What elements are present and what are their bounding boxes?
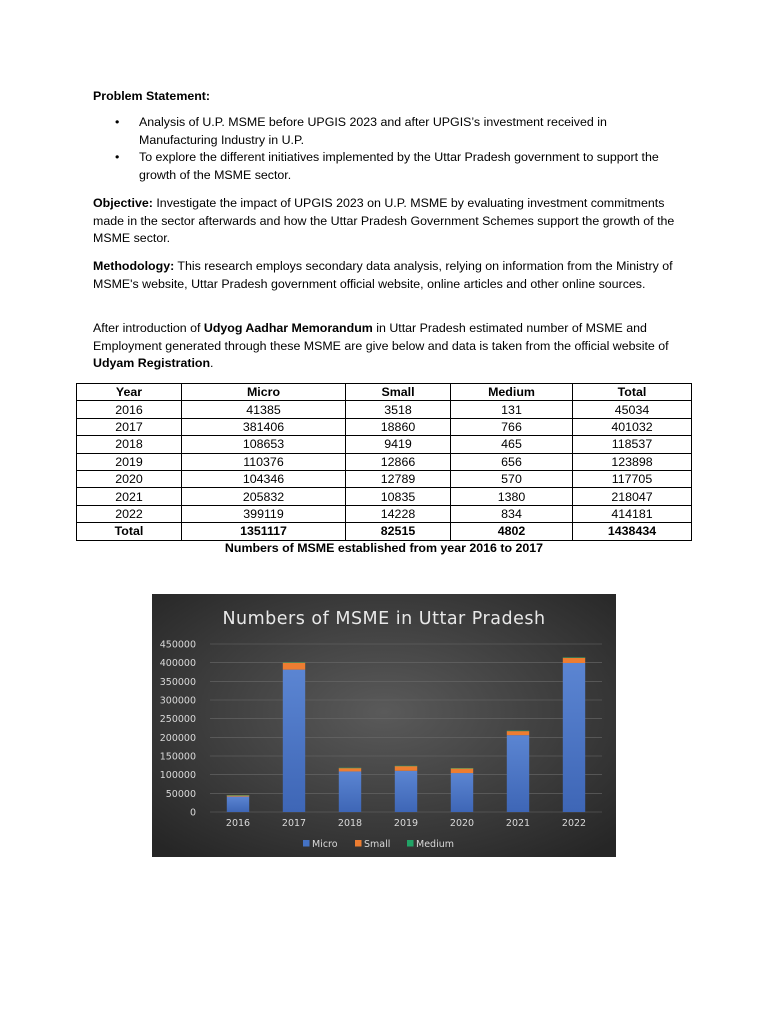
- table-cell: 3518: [346, 401, 451, 418]
- table-cell: Total: [77, 523, 182, 540]
- bullet-icon: •: [115, 150, 120, 165]
- bar-micro: [227, 797, 249, 812]
- msme-chart: [152, 594, 616, 857]
- table-cell: 656: [451, 453, 573, 470]
- bullet-item: [93, 149, 683, 184]
- msme-table: [76, 383, 692, 541]
- bar-medium: [339, 768, 361, 769]
- y-tick-label: 50000: [165, 788, 196, 800]
- intro-text: in Uttar Pradesh estimated number of MSME and Employment generated through these MSME are give below and data is taken from the official website of: [93, 321, 669, 353]
- table-cell: 4802: [451, 523, 573, 540]
- table-cell: 131: [451, 401, 573, 418]
- chart-background: [152, 594, 616, 857]
- table-header-cell: Medium: [451, 384, 573, 401]
- legend-label-medium: Medium: [416, 839, 454, 850]
- bar-medium: [563, 657, 585, 658]
- table-cell: 2020: [77, 470, 182, 487]
- bar-small: [507, 731, 529, 735]
- x-tick-label: 2019: [393, 818, 419, 829]
- x-tick-label: 2016: [225, 818, 251, 829]
- legend-label-micro: Micro: [312, 839, 338, 850]
- y-tick-label: 250000: [159, 714, 196, 726]
- table-cell: 9419: [346, 436, 451, 453]
- table-cell: 218047: [573, 488, 692, 505]
- bullet-text: Analysis of U.P. MSME before UPGIS 2023 and after UPGIS’s investment received in Manufacturing Industry in U.P.: [139, 115, 607, 147]
- table-cell: 2016: [77, 401, 182, 418]
- table-cell: 14228: [346, 505, 451, 522]
- table-cell: 10835: [346, 488, 451, 505]
- x-tick-label: 2018: [337, 818, 363, 829]
- x-tick-label: 2020: [449, 818, 475, 829]
- legend-swatch-small: [355, 840, 362, 847]
- y-tick-label: 200000: [159, 732, 196, 744]
- table-cell: 123898: [573, 453, 692, 470]
- table-header-cell: Total: [573, 384, 692, 401]
- bar-medium: [283, 662, 305, 663]
- table-cell: 1438434: [573, 523, 692, 540]
- table-header-row: [77, 384, 692, 401]
- bar-micro: [451, 773, 473, 812]
- table-row: [77, 470, 692, 487]
- table-cell: 82515: [346, 523, 451, 540]
- table-cell: 2021: [77, 488, 182, 505]
- table-cell: 110376: [182, 453, 346, 470]
- table-header-cell: Micro: [182, 384, 346, 401]
- legend-swatch-micro: [303, 840, 310, 847]
- table-cell: 401032: [573, 418, 692, 435]
- bar-medium: [507, 731, 529, 732]
- legend-label-small: Small: [364, 839, 391, 850]
- table-row: [77, 488, 692, 505]
- bar-micro: [283, 670, 305, 812]
- bar-micro: [339, 771, 361, 812]
- chart-title: Numbers of MSME in Uttar Pradesh: [222, 609, 546, 629]
- table-cell: 118537: [573, 436, 692, 453]
- x-tick-label: 2017: [281, 818, 307, 829]
- x-tick-label: 2022: [561, 818, 587, 829]
- table-cell: 18860: [346, 418, 451, 435]
- intro-bold-term: Udyam Registration: [93, 356, 211, 371]
- table-cell: 2022: [77, 505, 182, 522]
- table-cell: 465: [451, 436, 573, 453]
- problem-bullet-list: [93, 114, 683, 184]
- table-cell: 1351117: [182, 523, 346, 540]
- bar-micro: [395, 771, 417, 812]
- bar-small: [395, 766, 417, 771]
- bar-medium: [451, 768, 473, 769]
- methodology-label: Methodology:: [93, 259, 175, 273]
- table-cell: 2017: [77, 418, 182, 435]
- table-cell: 834: [451, 505, 573, 522]
- table-total-row: [77, 523, 692, 540]
- table-cell: 2018: [77, 436, 182, 453]
- y-tick-label: 350000: [159, 676, 196, 688]
- y-tick-label: 150000: [159, 751, 196, 763]
- objective-label: Objective:: [93, 196, 153, 210]
- bullet-item: [93, 114, 683, 149]
- table-cell: 205832: [182, 488, 346, 505]
- bar-micro: [507, 735, 529, 812]
- table-cell: 570: [451, 470, 573, 487]
- intro-text: After introduction of: [93, 321, 204, 335]
- table-cell: 414181: [573, 505, 692, 522]
- table-row: [77, 436, 692, 453]
- bullet-text: To explore the different initiatives implemented by the Uttar Pradesh government to support the growth of the MSME sector.: [139, 150, 659, 182]
- table-caption: Numbers of MSME established from year 2016 to 2017: [224, 541, 544, 555]
- methodology-text: This research employs secondary data analysis, relying on information from the Ministry of MSME's website, Uttar Pradesh government official website, online articles and other online sources.: [93, 259, 673, 291]
- table-cell: 766: [451, 418, 573, 435]
- objective-text: Investigate the impact of UPGIS 2023 on U.P. MSME by evaluating investment commitments made in the sector afterwards and how the Uttar Pradesh Government Schemes support the growth of the MSME sector.: [93, 196, 675, 246]
- intro-paragraph: [93, 320, 683, 373]
- bullet-icon: •: [115, 115, 120, 129]
- y-tick-label: 100000: [159, 770, 196, 782]
- table-cell: 399119: [182, 505, 346, 522]
- y-tick-label: 450000: [159, 639, 196, 651]
- table-row: [77, 505, 692, 522]
- legend-swatch-medium: [407, 840, 414, 847]
- table-row: [77, 453, 692, 470]
- y-tick-label: 300000: [159, 695, 196, 707]
- bar-small: [451, 768, 473, 773]
- table-cell: 12789: [346, 470, 451, 487]
- table-header-cell: Small: [346, 384, 451, 401]
- intro-bold-term: Udyog Aadhar Memorandum: [203, 321, 373, 335]
- table-cell: 2019: [77, 453, 182, 470]
- bar-medium: [227, 795, 249, 796]
- table-cell: 12866: [346, 453, 451, 470]
- table-row: [77, 418, 692, 435]
- table-cell: 108653: [182, 436, 346, 453]
- x-tick-label: 2021: [505, 818, 531, 829]
- table-cell: 381406: [182, 418, 346, 435]
- table-cell: 117705: [573, 470, 692, 487]
- objective-paragraph: [93, 195, 683, 248]
- table-header-cell: Year: [77, 384, 182, 401]
- intro-text: .: [210, 356, 214, 371]
- bar-medium: [395, 766, 417, 767]
- y-tick-label: 400000: [159, 658, 196, 670]
- methodology-paragraph: [93, 258, 683, 293]
- y-tick-label: 0: [189, 807, 196, 819]
- bar-small: [283, 663, 305, 670]
- problem-statement-heading: Problem Statement:: [93, 89, 211, 103]
- bar-micro: [563, 663, 585, 812]
- table-cell: 104346: [182, 470, 346, 487]
- table-cell: 41385: [182, 401, 346, 418]
- chart-svg: [152, 594, 616, 857]
- table-cell: 45034: [573, 401, 692, 418]
- bar-small: [563, 658, 585, 663]
- bar-small: [339, 768, 361, 772]
- table-cell: 1380: [451, 488, 573, 505]
- table-row: [77, 401, 692, 418]
